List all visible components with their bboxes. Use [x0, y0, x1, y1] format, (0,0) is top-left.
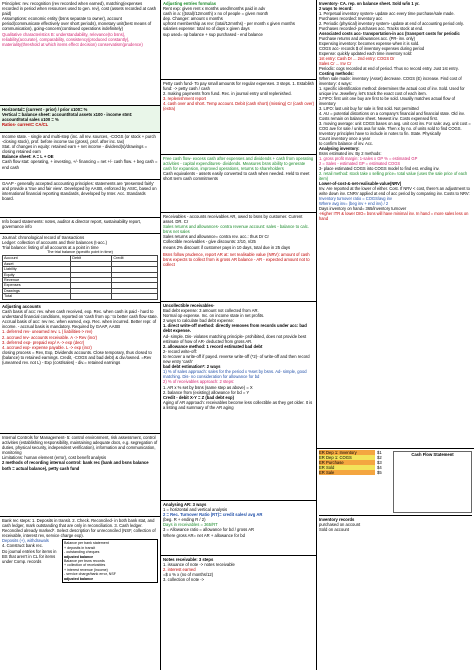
- inv-line: Sales Cr ... Inv Cr: [319, 61, 352, 66]
- highlight-values: [377, 450, 391, 514]
- trial-row: Total: [3, 294, 71, 299]
- uncollect-line: Normal op expense. Inc. on income state in net profits.: [163, 313, 265, 319]
- notes-line: Notes receivable: 3 steps: [163, 557, 214, 562]
- deferred-exp-line: 3. deferred exp- prepaid exp/ A -> exp (decr): [2, 339, 85, 345]
- journal-entries-line: Do journal entries for items in BS that aren't in CL for items under Comp. records: [2, 548, 57, 564]
- info-board-section: [0, 218, 160, 234]
- uncollect-line: to recover a write-off if payed. reverse write-off (*2)- of write-off and then record new entry 'cash': [163, 353, 310, 365]
- inv-line: Periodic: cogs recorded at end of period. Thus no record entry. Just 1st entry.: [319, 66, 459, 71]
- bank-rec-section: [0, 517, 160, 659]
- inv-line: Inventory- CA. rep. on balance sheet. Sold w/in 1 yr.: [319, 1, 420, 6]
- info-board-text: Info board statements: notes, auditor & director report, sustainability report, governance info: [2, 219, 141, 230]
- uncollect-line: Bad debt expense: 3 amount not collected from AR.: [163, 308, 259, 314]
- ratios-line: Ratios- current= CA/CL: [2, 122, 49, 128]
- inv-records-title: Inventory records: [319, 517, 355, 522]
- principles-line: Principles: rev. recognition (rev recorded when earned), matching(expenses recorded in period when resources used to gen. rev), cost (assets recorded at cash paid): [2, 1, 157, 17]
- analysing-line: Where gross AR= net AR + allowance for bd: [163, 532, 245, 538]
- inv-line: 1st entry: Cash Dr ... 2nd entry: COGS Dr: [319, 56, 395, 61]
- trial-row: Liability: [3, 267, 71, 272]
- free-cash-flow-section: [161, 155, 316, 213]
- journal-section: [0, 234, 160, 303]
- trial-row: Equity: [3, 272, 71, 277]
- internal-controls-section: [0, 434, 160, 517]
- income-line: Income state. - single and multi-step (inc. all rev. sources, -COGS (or stock + purch -closing stock), prof. before income tax (gross), prof. after inc. tax): [2, 134, 156, 145]
- highlight-value: $3: [377, 460, 382, 466]
- inv-line: Where avg inv= (beg inv + end inv) / 2: [319, 201, 389, 206]
- inv-line: 2. retail method: stock take x selling price= total value (uses the sale price of each item): [319, 171, 468, 181]
- highlight-value: $2: [377, 455, 382, 461]
- uncollect-line: 2 ways to calculate bad debt expense:: [163, 318, 235, 324]
- adj-line: salaries expense: total no of days x given days: [163, 26, 250, 32]
- inv-line: 1. specific identification method: determines the actual cost of inv. Sold. Used for unique inv. Jewellery, let's track the exact cost of each item.: [319, 86, 465, 96]
- accrued-exp-line: 4. accrued exp- expense payable. L -> exp (incr): [2, 344, 92, 350]
- inv-line: to confirm balance of inv. Acc.: [319, 141, 374, 146]
- column-2: [161, 0, 317, 670]
- petty-line: 4. cash over and short. Temp account. Debit (cash short) (missing) Cr (cash over) (extra): [163, 101, 314, 112]
- inventory-section: [317, 0, 474, 449]
- cash-basis-line: Cash basis of acc: rev. when cash received, exp. Rec. when cash is paid - hard to understand financial conditions, reported on 'cash from op.' to better cash flow state.: [2, 309, 158, 320]
- inv-line: Analysing inventory:: [319, 146, 360, 151]
- inv-line: 4. AU = potential distortions on a company's financial and financial state. Old inv. Costs remain on balance sheet. Newest inv. Costs expensed first.: [319, 111, 465, 121]
- inv-records-line: purchased on account: [319, 522, 361, 528]
- column-1: [0, 0, 161, 670]
- analysing-line: 2 = Rec. Turnover Ratio (RT)= credit sales/ avg AR: [163, 512, 263, 518]
- two-methods-line: 2 methods of recording internal control: bank rec (bank and bsns balance both = actual balance), petty cash fund: [2, 460, 149, 471]
- inv-line: Expense: quickly updated each time inventory sold:: [319, 51, 413, 56]
- uncollect-line: Uncollectible receivables-: [163, 303, 215, 308]
- notes-receivable-section: [161, 556, 316, 670]
- highlight-list: [319, 450, 375, 514]
- receivables-line: Sales returns and allowance= contra rev. acc.: thus Dr Cr: [163, 234, 269, 240]
- bank-box-line: adjusted balance: [64, 554, 94, 559]
- journal-line: Journal: chronological record of transactions: [2, 235, 85, 240]
- adj-line: cash in a: ((total)/12month) x no of people = given month: [163, 11, 269, 17]
- highlight-value: $1: [377, 450, 382, 455]
- highlight-item: ER Dep 1: Inventory: [319, 450, 375, 455]
- bank-rec-steps: Bank rec steps: 1. Deposits in transit. 2. Check. Reconciled- in both bank stat, and cash ledger, mark outstanding that are only in reconciliation. 3. Cash ledger. Reconciled already marked*. Select description for unreconciled (NSF, collection of receivable, interest rev, service charge exp).: [2, 518, 156, 539]
- receivables-line: Sales returns and allowances- contra revenue account: sales - balance to calc. bsns net sales: [163, 224, 309, 235]
- uncollect-line: 2. balance from (existing) allowance for bd = Y: [163, 389, 250, 395]
- highlight-item: ER Purchase: [319, 460, 375, 465]
- uncollect-line: bad debt estimation*: 2 ways: [163, 364, 221, 370]
- adj-line: upfront membership as rev: (total/12mnths) - per month x given months: [163, 21, 295, 27]
- analysing-ar-section: [161, 501, 316, 556]
- uncollect-line: 2- record write-off:: [163, 348, 197, 354]
- petty-line: 2. making payments from fund. Rec. in journal entry until replenished.: [163, 91, 292, 97]
- inv-line: Days inventory on hand= 365/inventory turnover: [319, 206, 407, 211]
- inv-line: 2 ways to record:: [319, 6, 353, 11]
- cash-equivalents-line: Cash equivalents - assets easily converted to cash when needed. Held to meet short term cash commitments: [163, 171, 310, 182]
- trial-row: Asset: [3, 261, 71, 266]
- deferred-rev-line: 1. deferred rev- unearned rev. L ( liabilities-> rev): [2, 329, 93, 335]
- trial-row: Revenue: [3, 278, 71, 283]
- trial-row: Expenses: [3, 283, 71, 288]
- highlight-value: $4: [377, 465, 382, 471]
- adj-line: Rent exp: given rent x months used/months paid in adv: [163, 6, 266, 12]
- uncollect-line: 1. direct write-off method: directly removes from records under acc: bad debt expense.: [163, 323, 307, 334]
- highlight-item: ER Sold: [319, 465, 375, 470]
- adjusting-formulas-title: Adjusting entries formulas: [163, 1, 217, 6]
- petty-line: Petty cash fund- To pay small amounts for regular expenses. 3 steps. 1. Establish fund: -> petty cash / cash: [163, 81, 314, 92]
- inv-line: 1. Perpetual inventory system- update acc every time purchase/sale made. Purchases recorded: Inventory acc: [319, 11, 455, 21]
- inv-line: 2.FIFO: first unit one buy are first to be sold. Usually matches actual flow of inventory: [319, 96, 456, 106]
- inv-line: Inventory principles have to include in notes to fin. State. Physically: [319, 131, 441, 136]
- gaap-section: [0, 180, 160, 218]
- inv-line: -Higher ITR & lower DIO= bsns will have minimal inv. In hand = more sales less on hand: [319, 211, 469, 221]
- inv-line: Lower-of-cost-&-net-realisable-value(NRV): [319, 181, 402, 186]
- bank-box-line: + deposits in transit: [64, 545, 96, 550]
- inv-line: 2. Periodic (physical) inventory system- update at end of accounting period only. Purchases recorded- purchases acc. Tracks stock at end.: [319, 21, 464, 31]
- analysing-line: 3 = Allowance ratio = allowance for bd / gross AR: [163, 527, 255, 533]
- highlight-item: ER Dep 1: COGS: [319, 455, 375, 460]
- notes-line: =$ x % x (no of months/12): [163, 572, 214, 578]
- inv-records-line: Sold on account: [319, 527, 350, 533]
- highlight-item: ER Sale: [319, 470, 375, 475]
- trial-head-account: Account: [3, 256, 71, 261]
- uncollect-line: Aging of AR approach: receivables become less collectible as they get older. It is a listing and summary of the AR aging: [163, 399, 313, 410]
- bank-box-line: Balance per bank statement: [64, 541, 109, 546]
- inv-line: 2 = Sales - estimated GP = estimated COGS: [319, 161, 401, 166]
- free-cash-line: Free cash flow- excess cash after expenses and dividends + cash from operating activities - capital expenditures- dividends. Measures bsns ability to generate cash for expansion, improved operations, returns to shareholders: [163, 156, 314, 172]
- inv-line: Costing methods:: [319, 71, 354, 76]
- inv-line: COGS acc- records $ of inventory expenses during period: [319, 46, 425, 51]
- assumptions-line: Assumptions: economic entity (bsns separate to owner), account period(communicate effectively over short periods), monetary unit(best means of communication), going-concern(continued operations indefinitely): [2, 16, 152, 32]
- internal-line: Internal Controls for Management- 5: control environment, risk assessment, control activities (establishing responsibility, maintaining adequate docs, e.g. segregation of duties, physical security, independent verification), information and communication, monitoring: [2, 435, 158, 456]
- deposits-line: Deposits (+), withdrawals: [2, 538, 49, 544]
- adjusting-section: [0, 303, 160, 434]
- prudence-line: Bsns follow prudence, report AR at: net realisable value (NRV): amount of cash bsns expects to collect from is gross AR balance - AR - expected amount not to collect: [163, 251, 310, 267]
- uncollectible-section: [161, 302, 316, 501]
- inv-line: 1. gross profit margin: 1-sales x GP % = estimated GP: [319, 156, 418, 161]
- highlight-value: $5: [377, 470, 382, 476]
- construct-line: 4. Construct bank rec.: [2, 543, 43, 549]
- trial-balance-table: [2, 255, 158, 299]
- equity-line: Stat. of changes in equity: retained earn + net income - dividend(s)/drawings = closing retained earn: [2, 144, 148, 155]
- analysing-line: Analysing AR: 3 ways: [163, 502, 207, 507]
- analysing-line: (beg. R + ending R / 2): [163, 517, 206, 523]
- adj-line: dep. Changer: amount x months: [163, 16, 223, 22]
- uncollect-line: 1. AR x % set by bsns (same step as above) = X: [163, 384, 253, 390]
- bank-box-line: adjusted balance: [64, 576, 94, 581]
- inv-line: Inv. Are reported at the lower of either. Cost. If NRV < cost, there's an adjustment to write down inv. CNRV applied at end of acc period by comparing inv. Costs to NRV:: [319, 186, 470, 196]
- analysing-line: 1 = horizontal and vertical analysis: [163, 507, 228, 513]
- inv-line: 3. moving average: unit COGS bases on avg. unit cost inv. For sale: avg. unit cost = COG ave for sale / units ava for sale. Then x by no. of units sold to find COGS.: [319, 121, 471, 131]
- inv-line: Count inventory once a year: [319, 136, 371, 141]
- cash-flow-line: Cash flow stat: operating, + investing, +/- financing = net +/- cash flow. + beg cash = end cash: [2, 159, 158, 170]
- income-statement-section: [0, 133, 160, 180]
- inv-line: Associated costs acc- transportation-in acc (transport costs for periodic: [319, 31, 460, 36]
- receivables-line: Receivables - accounts receivables AR, owed to bsns by customer. Current asset. DR. Cr: [163, 214, 303, 225]
- trial-head-debit: Debit: [71, 256, 112, 261]
- trial-head-credit: Credit: [112, 256, 158, 261]
- limitations-line: Limitations: human element (error), cost benefit analysis: [2, 455, 107, 461]
- bank-box-line: - outstanding cheques: [64, 550, 100, 555]
- trial-caption: The trial balance (specific point in time): [47, 250, 113, 255]
- inv-line: When sale made: inventory (Asset) decrease. COGS (E) increase. Find cost of inventory: 4 ways:: [319, 76, 462, 86]
- inv-line: Expensing inventory: becomes expense when it is sold.: [319, 41, 420, 46]
- analysing-line: Days in receivables = 365/RT: [163, 522, 218, 528]
- divider: [319, 515, 472, 516]
- cash-flow-figure: [393, 451, 472, 513]
- petty-line: 3. replenishment report: [163, 96, 207, 102]
- uncollect-line: 2. allowance method: 1 record estimated bad debt: [163, 343, 263, 349]
- notes-line: 2. interest earned: [163, 567, 196, 573]
- trial-row: Drawings: [3, 288, 71, 293]
- receivables-section: [161, 213, 316, 302]
- uncollect-line: Credit - debit X-Y = Z (bad debt exp): [163, 394, 234, 400]
- inventory-records-section: [317, 449, 474, 670]
- gaap-text: GAAP - generally accepted accounting principles: statements are 'presented fairly' and provide a 'true and fair view'. Developed by AASB, enforced by ASIC, based on international financial reporting standards, developed by Inter. Acc. Standards board.: [2, 181, 157, 202]
- analysis-section: [0, 106, 160, 133]
- column-3: [317, 0, 474, 670]
- closing-process-line: closing process = Rev, Exp, Dividends accounts. Close temporary, thus closed to (balance) to retained earnings. Credit, -COGS and bad debt) & div./owned. =Rev (unearned rev. not L) - Exp (cost/sales) - div.= retained earnings: [2, 349, 152, 366]
- inv-line: Bsns estimated inv. By 2 methods:: [319, 151, 382, 156]
- principles-section: [0, 0, 160, 106]
- bank-rec-box: [62, 539, 158, 583]
- bank-box-line: + collection of receivables: [64, 563, 106, 568]
- uncollect-line: 2) % of receivables approach: 2 steps:: [163, 379, 235, 385]
- qualitative-line: Qualitative characteristics B: understandability, relevance(to bsns), reliability(accurate), comparability, consistency(produced constantly), materiality(threshold at which items effect decision) conservatism(prudence): [2, 31, 143, 47]
- horizontal-line: Horizontal= (current - prior) / prior x100= %: [2, 107, 88, 112]
- inv-line: 3- place estimated COGS into COGS model to find est. ending inv.: [319, 166, 440, 171]
- bank-box-line: Balance per bsns records: [64, 559, 105, 563]
- balance-sheet-line: Balance sheet: A = L + OE: [2, 154, 54, 160]
- notes-line: 3. collection of note ->: [163, 577, 205, 583]
- vertical-line: Vertical = balance sheet: account/total assets x100 - income stmt: account/total sales x100 = %: [2, 112, 133, 123]
- ledger-line: Ledger: collection of accounts and their balances (t-acc.): [2, 240, 107, 246]
- adjusting-title: Adjusting accounts: [2, 304, 41, 309]
- bank-box-line: + interest revenue (income): [64, 567, 108, 572]
- adj-line: sup used= op balance + sup purchased - end balance: [163, 31, 263, 37]
- uncollect-line: 1) % of sales approach: sales for the period x %set by bsns. Ad- simple, good matching. Dis- no consideration for allowance for bd: [163, 369, 307, 380]
- receivables-line: Collectible receivables - give discounts: 2/10, n/25: [163, 239, 256, 245]
- accrual-basis-line: Accrual basis of acc: rev rec. when earned, exp. Rec. when incurred. Better repr. of income. - accrual basis is mandatory. Required by GAAP, AASB: [2, 319, 157, 330]
- inv-line: 3. LIFO: last unit buy for sale is first sold. Not permitted: [319, 106, 419, 111]
- uncollect-line: Ad- simple. Dis- violates matching principle- prohibited, does not provide best estimate of how of AR- deducted from gross AR.: [163, 333, 307, 344]
- inv-line: Purchase returns and allowances acc. (PR- inv. only): [319, 36, 415, 41]
- cash-flow-title: Cash Flow Statement: [411, 452, 454, 457]
- accrued-rev-line: 2. accrued rev- accounts receivable. A -> Rev (incr): [2, 334, 98, 340]
- receivables-line: means 2% discount if customer pays in 10 days, total due in 25 days: [163, 244, 291, 250]
- bank-box-line: - service charge/bank error, NSF: [64, 572, 116, 577]
- trial-line: Trial balance: listing of all accounts at a point in time: [2, 245, 99, 251]
- notes-line: 1. issuance of note -> notes receivable: [163, 562, 235, 568]
- inv-line: Inventory turnover ratio = COGS/avg inv: [319, 196, 392, 201]
- petty-cash-section: [161, 80, 316, 155]
- adjusting-formulas-section: [161, 0, 316, 80]
